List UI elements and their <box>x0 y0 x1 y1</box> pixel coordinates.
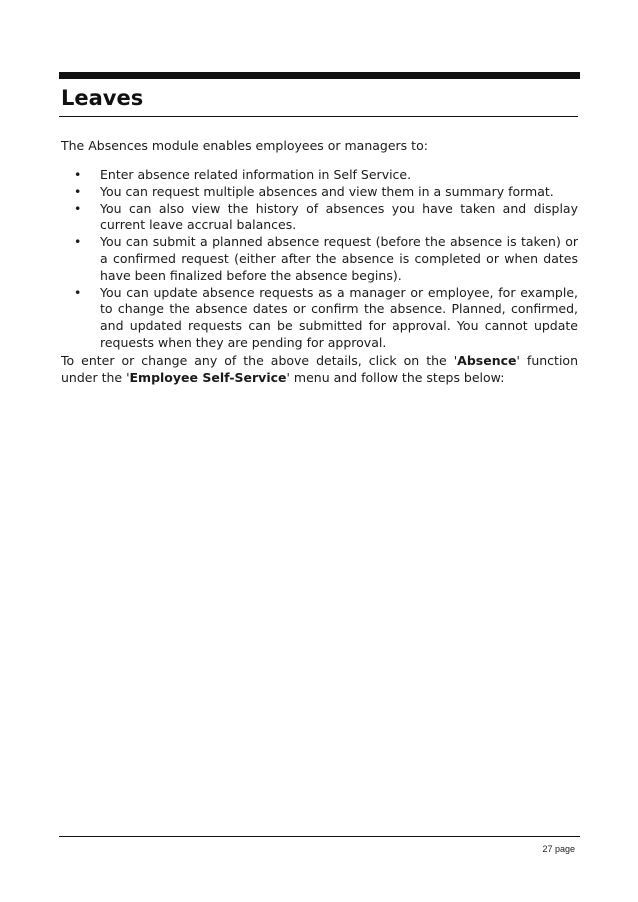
list-item <box>61 201 578 235</box>
top-divider <box>59 72 580 79</box>
list-item <box>61 285 578 352</box>
bullet-icon: • <box>74 183 82 199</box>
section-heading: Leaves <box>61 86 144 110</box>
absence-capabilities-list <box>61 167 578 352</box>
bullet-icon: • <box>74 284 82 300</box>
bullet-icon: • <box>74 200 82 216</box>
instructions-text-end: ' menu and follow the steps below: <box>286 370 505 385</box>
list-item-text: You can submit a planned absence request (before the absence is taken) or a confirmed request (either after the absence is completed or when dates have been finalized before the absence begins). <box>100 234 578 283</box>
bullet-icon: • <box>74 234 82 250</box>
instructions-text-middle: ' function under the ' <box>61 353 578 385</box>
absence-function-name: Absence <box>457 353 517 368</box>
page-number: 27 page <box>542 844 575 854</box>
self-service-menu-name: Employee Self-Service <box>129 370 287 385</box>
list-item-text: You can request multiple absences and view them in a summary format. <box>100 183 554 199</box>
footer-divider <box>59 836 580 837</box>
list-item <box>61 184 578 201</box>
heading-underline <box>59 116 578 117</box>
bullet-icon: • <box>74 167 82 182</box>
list-item-text: Enter absence related information in Self Service. <box>100 167 412 182</box>
list-item <box>61 167 578 184</box>
instructions-paragraph <box>61 352 578 386</box>
list-item-text: You can also view the history of absences you have taken and display current leave accrual balances. <box>100 200 578 233</box>
list-item-text: You can update absence requests as a manager or employee, for example, to change the absence dates or confirm the absence. Planned, confirmed, and updated requests can be submitted for approval. You cannot update requests when they are pending for approval. <box>100 284 578 350</box>
instructions-text-start: To enter or change any of the above details, click on the ' <box>61 353 458 368</box>
intro-paragraph: The Absences module enables employees or managers to: <box>61 138 428 153</box>
list-item <box>61 234 578 284</box>
